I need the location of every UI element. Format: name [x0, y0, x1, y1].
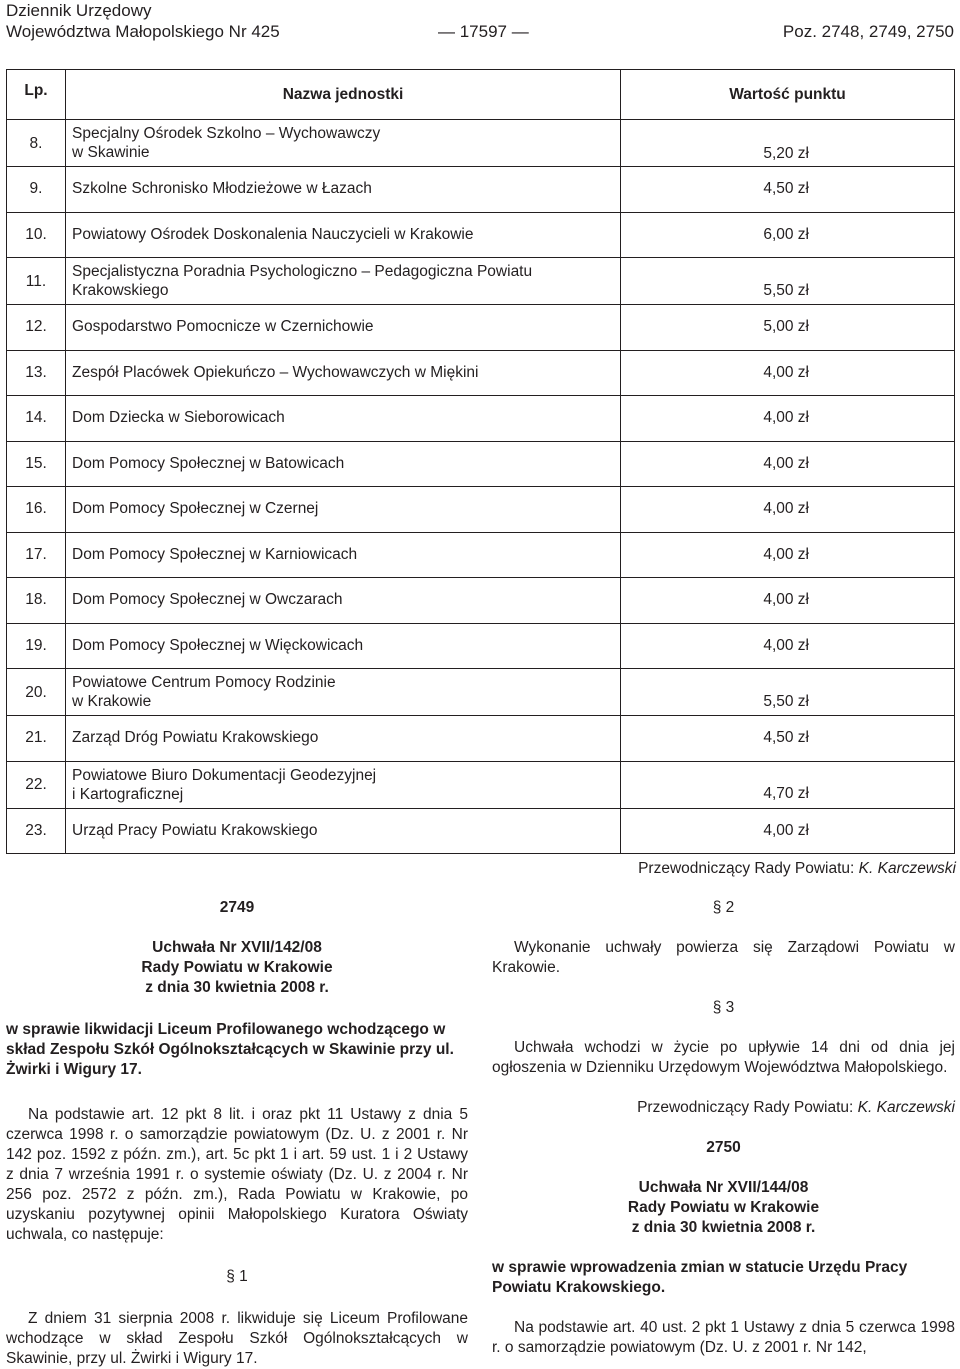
paragraph-3-text: Uchwała wchodzi w życie po upływie 14 dni od dnia jej ogłoszenia w Dzienniku Urzędowym Województwa Małopolskiego.: [492, 1039, 955, 1076]
right-column: [492, 898, 955, 1358]
row-name-line2: i Kartograficznej: [72, 785, 184, 803]
paragraph-2-heading: § 2: [712, 899, 735, 916]
row-lp: 12.: [7, 305, 66, 351]
table-row: [7, 120, 955, 167]
page-number: — 17597 —: [438, 22, 529, 41]
row-lp: 19.: [7, 623, 66, 669]
row-name: [66, 669, 621, 716]
row-name: Zespół Placówek Opiekuńczo – Wychowawczych w Miękini: [66, 350, 621, 396]
row-value: 4,00 zł: [621, 532, 955, 578]
row-name: Dom Pomocy Społecznej w Karniowicach: [66, 532, 621, 578]
row-lp: 8.: [7, 120, 66, 167]
row-value: 4,50 zł: [621, 716, 955, 762]
table-row: [7, 669, 955, 716]
row-name-line2: w Krakowie: [72, 693, 152, 710]
page-header: [6, 0, 954, 44]
paragraph-2-text: Wykonanie uchwały powierza się Zarządowi Powiatu w Krakowie.: [492, 939, 955, 976]
row-lp: 16.: [7, 487, 66, 533]
row-value: 4,00 zł: [621, 808, 955, 854]
row-name: [66, 258, 621, 305]
row-name-line1: Powiatowe Biuro Dokumentacji Geodezyjnej: [72, 766, 377, 784]
row-value: 4,00 zł: [621, 578, 955, 624]
row-name: Szkolne Schronisko Młodzieżowe w Łazach: [66, 167, 621, 213]
row-value: 4,50 zł: [621, 167, 955, 213]
table-row: [7, 623, 955, 669]
table-row: [7, 350, 955, 396]
row-lp: 9.: [7, 167, 66, 213]
column-header-value: Wartość punktu: [621, 70, 955, 120]
left-column: [6, 898, 468, 1369]
resolution-date: z dnia 30 kwietnia 2008 r.: [631, 1219, 816, 1236]
row-value: 6,00 zł: [621, 212, 955, 258]
resolution-council: Rady Powiatu w Krakowie: [627, 1199, 820, 1216]
row-lp: 14.: [7, 396, 66, 442]
point-value-table: [6, 69, 955, 854]
table-row: [7, 808, 955, 854]
journal-title: Dziennik Urzędowy: [6, 1, 152, 20]
signature-2748: [638, 860, 956, 878]
table-row: [7, 441, 955, 487]
column-header-lp: Lp.: [7, 70, 66, 120]
signature-role: Przewodniczący Rady Powiatu:: [637, 1099, 854, 1116]
row-lp: 17.: [7, 532, 66, 578]
row-name-line1: Specjalistyczna Poradnia Psychologiczno – Pedagogiczna Powiatu: [72, 263, 533, 280]
row-name: Dom Dziecka w Sieborowicach: [66, 396, 621, 442]
table-row: [7, 258, 955, 305]
resolution-council: Rady Powiatu w Krakowie: [141, 959, 333, 976]
row-name-line2: Krakowskiego: [72, 282, 169, 299]
table-row: [7, 396, 955, 442]
row-name: Dom Pomocy Społecznej w Więckowicach: [66, 623, 621, 669]
row-name: Urząd Pracy Powiatu Krakowskiego: [66, 808, 621, 854]
resolution-subject: w sprawie wprowadzenia zmian w statucie Urzędu Pracy Powiatu Krakowskiego.: [492, 1259, 908, 1296]
row-name: Dom Pomocy Społecznej w Batowicach: [66, 441, 621, 487]
table-row: [7, 212, 955, 258]
table-row: [7, 167, 955, 213]
column-header-name: Nazwa jednostki: [66, 70, 621, 120]
resolution-title: Uchwała Nr XVII/142/08: [152, 939, 322, 956]
signature-2749: [492, 1098, 955, 1118]
row-lp: 18.: [7, 578, 66, 624]
resolution-subject: w sprawie likwidacji Liceum Profilowanego wchodzącego w skład Zespołu Szkół Ogólnokształcących w Skawinie przy ul. Żwirki i Wigury 17.: [6, 1021, 454, 1078]
row-name: Dom Pomocy Społecznej w Owczarach: [66, 578, 621, 624]
row-value: 4,00 zł: [621, 623, 955, 669]
table-row: [7, 761, 955, 808]
row-value: 4,70 zł: [621, 761, 955, 808]
table-header-row: [7, 70, 955, 120]
table-row: [7, 487, 955, 533]
table-row: [7, 578, 955, 624]
row-lp: 23.: [7, 808, 66, 854]
table-row: [7, 305, 955, 351]
position-number-2750: 2750: [706, 1139, 741, 1156]
position-number-2749: 2749: [219, 899, 255, 916]
table-row: [7, 532, 955, 578]
signature-role: Przewodniczący Rady Powiatu:: [638, 860, 855, 877]
row-value: 5,20 zł: [621, 120, 955, 167]
row-value: 4,00 zł: [621, 487, 955, 533]
row-lp: 22.: [7, 761, 66, 808]
row-value: 4,00 zł: [621, 441, 955, 487]
row-value: 5,50 zł: [621, 669, 955, 716]
row-name: Gospodarstwo Pomocnicze w Czernichowie: [66, 305, 621, 351]
paragraph-3-heading: § 3: [712, 999, 735, 1016]
row-value: 5,50 zł: [621, 258, 955, 305]
row-name: Powiatowy Ośrodek Doskonalenia Nauczycieli w Krakowie: [66, 212, 621, 258]
resolution-date: z dnia 30 kwietnia 2008 r.: [145, 979, 329, 996]
row-name-line1: Specjalny Ośrodek Szkolno – Wychowawczy: [72, 125, 381, 142]
paragraph-1-text: Z dniem 31 sierpnia 2008 r. likwiduje się Liceum Profilowane wchodzące w skład Zespołu Szkół Ogólnokształcących w Skawinie, przy ul. Żwirki i Wigury 17.: [6, 1310, 468, 1367]
row-lp: 20.: [7, 669, 66, 716]
legal-basis: Na podstawie art. 12 pkt 8 lit. i oraz pkt 11 Ustawy z dnia 5 czerwca 1998 r. o samorządzie powiatowym (Dz. U. z 2001 r. Nr 142 poz. 1592 z późn. zm.), art. 5c pkt 1 i art. 59 ust. 1 i 2 Ustawy z dnia 7 września 1991 r. o systemie oświaty (Dz. U. z 2004 r. Nr 256 poz. 2572 z późn. zm.), Rada Powiatu w Krakowie, po uzyskaniu pozytywnej opinii Małopolskiego Kuratora Oświaty uchwala, co następuje:: [6, 1106, 468, 1243]
legal-basis: Na podstawie art. 40 ust. 2 pkt 1 Ustawy z dnia 5 czerwca 1998 r. o samorządzie powiatowym (Dz. U. z 2001 r. Nr 142,: [492, 1319, 955, 1356]
row-value: 5,00 zł: [621, 305, 955, 351]
row-lp: 10.: [7, 212, 66, 258]
positions-label: Poz. 2748, 2749, 2750: [782, 22, 954, 41]
row-name: [66, 761, 621, 808]
journal-issue: Województwa Małopolskiego Nr 425: [6, 22, 280, 41]
row-name: Dom Pomocy Społecznej w Czernej: [66, 487, 621, 533]
row-lp: 21.: [7, 716, 66, 762]
row-lp: 15.: [7, 441, 66, 487]
paragraph-1-heading: § 1: [226, 1268, 248, 1285]
row-value: 4,00 zł: [621, 396, 955, 442]
resolution-title: Uchwała Nr XVII/144/08: [638, 1179, 809, 1196]
table-row: [7, 716, 955, 762]
signature-name: K. Karczewski: [858, 860, 956, 877]
row-lp: 11.: [7, 258, 66, 305]
row-name: Zarząd Dróg Powiatu Krakowskiego: [66, 716, 621, 762]
row-name-line1: Powiatowe Centrum Pomocy Rodzinie: [72, 674, 336, 691]
signature-name: K. Karczewski: [857, 1099, 955, 1116]
row-lp: 13.: [7, 350, 66, 396]
row-value: 4,00 zł: [621, 350, 955, 396]
row-name: [66, 120, 621, 167]
row-name-line2: w Skawinie: [72, 144, 150, 161]
